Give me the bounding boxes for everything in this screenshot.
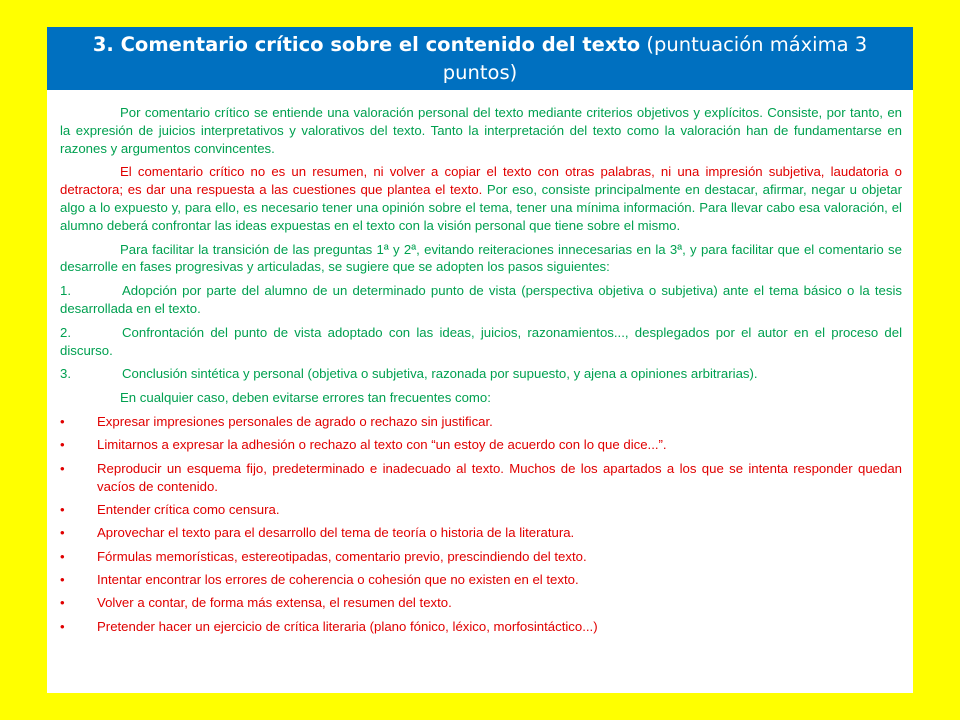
list-item — [60, 460, 902, 496]
content-box — [47, 90, 913, 693]
list-item-text: Expresar impresiones personales de agrado o rechazo sin justificar. — [97, 413, 493, 429]
slide-title-bold: 3. Comentario crítico sobre el contenido del texto — [92, 32, 641, 56]
bullet-icon: • — [60, 618, 65, 634]
list-item-text: Entender crítica como censura. — [97, 501, 280, 517]
step-text: Confrontación del punto de vista adoptado con las ideas, juicios, razonamientos..., desplegados por el autor en el proceso del discurso. — [60, 324, 902, 358]
list-item-text: Fórmulas memorísticas, estereotipadas, comentario previo, prescindiendo del texto. — [97, 548, 587, 564]
step-number: 3. — [60, 366, 71, 382]
paragraph-not-summary — [60, 163, 902, 234]
list-item-text: Aprovechar el texto para el desarrollo del tema de teoría o historia de la literatura. — [97, 525, 575, 541]
bullet-icon: • — [60, 572, 65, 588]
list-item — [60, 413, 902, 431]
step-number: 2. — [60, 324, 71, 340]
slide-title-normal: (puntuación máxima 3 puntos) — [442, 32, 868, 84]
list-item — [60, 436, 902, 454]
paragraph-errors-intro: En cualquier caso, deben evitarse errores tan frecuentes como: — [120, 390, 491, 406]
step-item — [60, 324, 902, 360]
bullet-icon: • — [60, 460, 65, 476]
list-item — [60, 571, 902, 589]
list-item-text: Volver a contar, de forma más extensa, el resumen del texto. — [97, 595, 452, 611]
paragraph-steps-intro: Para facilitar la transición de las preguntas 1ª y 2ª, evitando reiteraciones innecesarias en la 3ª, y para facilitar que el comentario se desarrolle en fases progresivas y articuladas, se sugiere que se adopten los pasos siguientes: — [60, 241, 902, 275]
step-item — [60, 282, 902, 318]
bullet-icon: • — [60, 548, 65, 564]
bullet-icon: • — [60, 501, 65, 517]
list-item — [60, 594, 902, 612]
list-item — [60, 548, 902, 566]
list-item-text: Intentar encontrar los errores de coherencia o cohesión que no existen en el texto. — [97, 572, 579, 588]
step-text: Conclusión sintética y personal (objetiva o subjetiva, razonada por supuesto, y ajena a opiniones arbitrarias). — [122, 366, 758, 382]
list-item-text: Reproducir un esquema fijo, predeterminado e inadecuado al texto. Muchos de los apartados a los que se intenta responder quedan vacíos de contenido. — [97, 460, 902, 494]
step-number: 1. — [60, 283, 71, 299]
bullet-icon: • — [60, 595, 65, 611]
bullet-icon: • — [60, 413, 65, 429]
list-item — [60, 618, 902, 636]
bullet-icon: • — [60, 437, 65, 453]
paragraph-not-summary-green: Por eso, consiste principalmente en destacar, afirmar, negar u objetar algo a lo expuesto y, para ello, es necesario tener una opinión sobre el tema, tener una mínima información. Para llevar cabo esa valoración, el alumno deberá confrontar las ideas expuestas en el texto con la visión personal que tiene sobre el mismo. — [60, 182, 902, 233]
list-item-text: Pretender hacer un ejercicio de crítica literaria (plano fónico, léxico, morfosintáctico...) — [97, 618, 598, 634]
list-item — [60, 501, 902, 519]
errors-list — [60, 413, 902, 636]
list-item — [60, 524, 902, 542]
slide-title — [47, 27, 913, 90]
step-text: Adopción por parte del alumno de un determinado punto de vista (perspectiva objetiva o subjetiva) ante el tema básico o la tesis desarrollada en el texto. — [60, 283, 902, 316]
paragraph-definition: Por comentario crítico se entiende una valoración personal del texto mediante criterios objetivos y explícitos. Consiste, por tanto, en la expresión de juicios interpretativos y valorativos del texto. Tanto la interpretación del texto como la valoración han de fundamentarse en razones y argumentos convincentes. — [60, 105, 902, 156]
bullet-icon: • — [60, 525, 65, 541]
step-item — [60, 365, 902, 383]
paragraph-not-summary-red: El comentario crítico no es un resumen, ni volver a copiar el texto con otras palabras, ni una impresión subjetiva, laudatoria o detractora; es dar una respuesta a las cuestiones que plantea el texto. — [60, 164, 902, 198]
list-item-text: Limitarnos a expresar la adhesión o rechazo al texto con “un estoy de acuerdo con lo que dice...”. — [97, 437, 667, 453]
